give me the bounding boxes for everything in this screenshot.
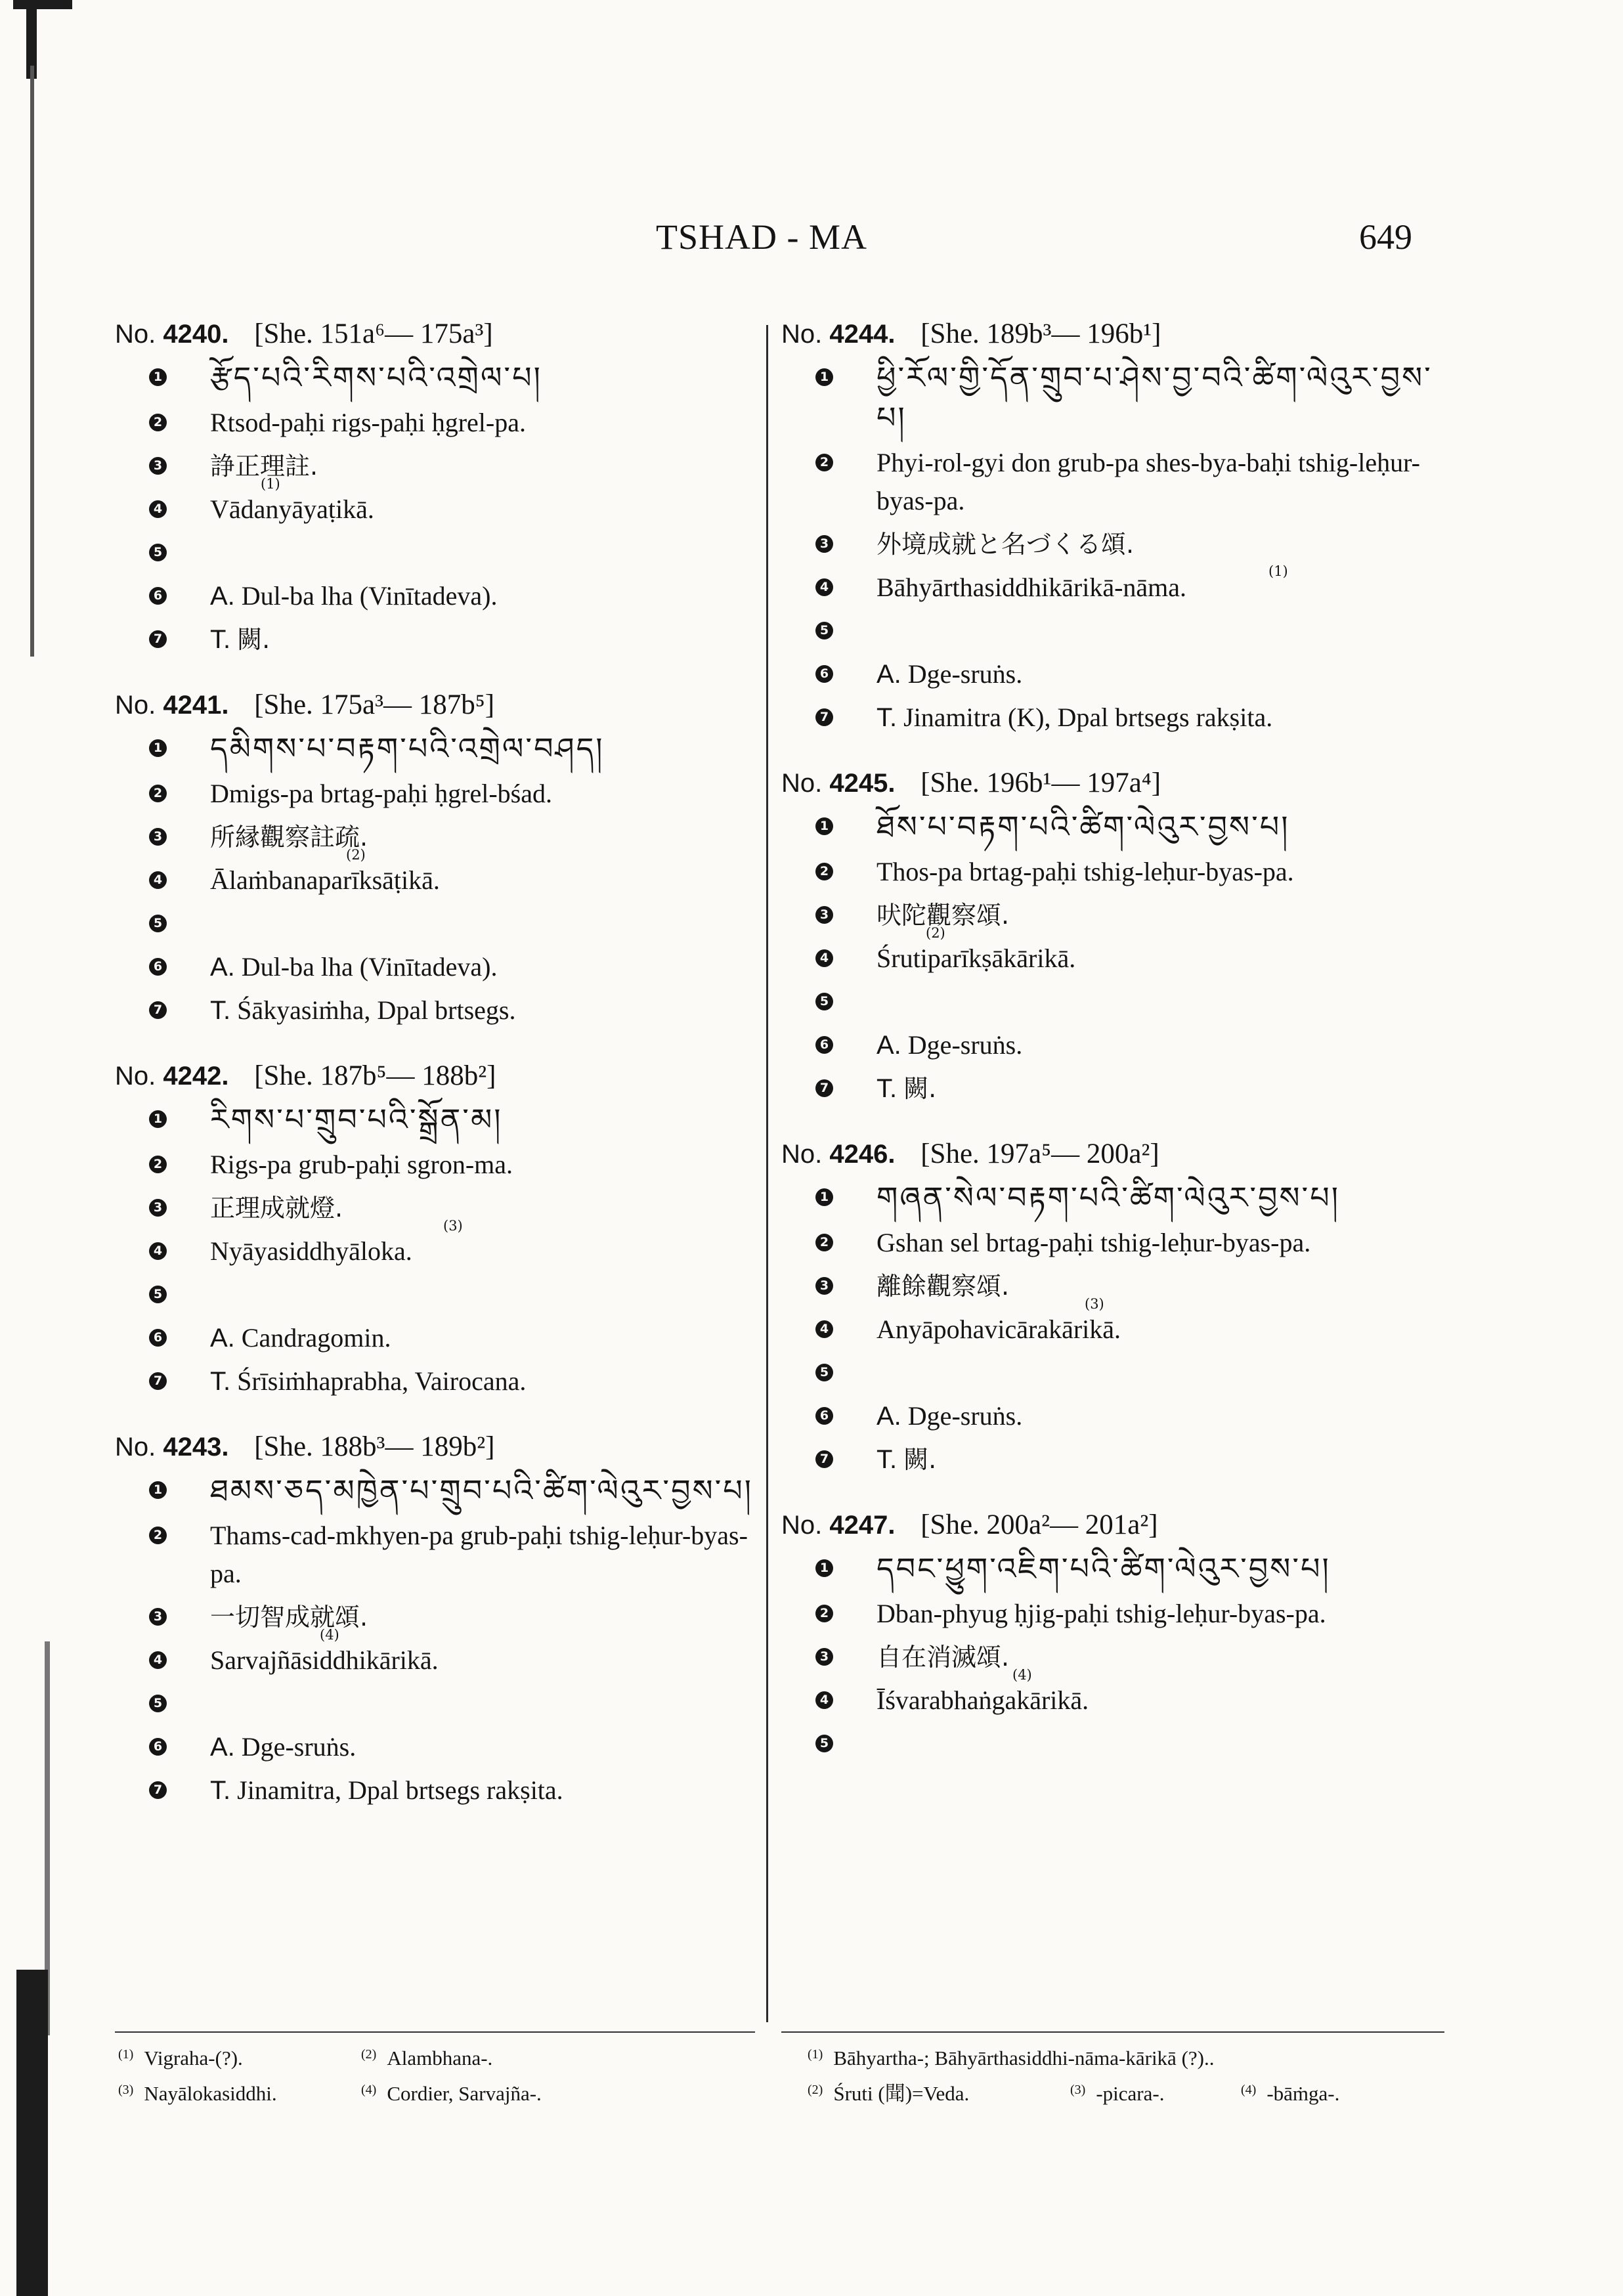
tibetan-title: 1 རིགས་པ་གྲུབ་པའི་སྒྲོན་མ།	[115, 1100, 755, 1140]
circled-six-icon: 6	[815, 1407, 833, 1425]
footnote-ref: (1)	[1268, 563, 1288, 579]
empty-field	[781, 612, 1444, 650]
footnotes-left	[118, 2039, 762, 2110]
circled-one-icon: 1	[815, 1188, 833, 1206]
circled-six-icon: 6	[815, 1036, 833, 1054]
circled-four-icon: 4	[149, 500, 167, 518]
footnote: $^{(1)}$ Vigraha-(?).	[118, 2047, 243, 2069]
translator-line: 7 T. 闕.	[781, 1070, 1444, 1108]
entry-heading	[115, 1057, 755, 1095]
entry-heading	[781, 315, 1444, 353]
empty-field	[115, 1276, 755, 1314]
circled-five-icon: 5	[815, 1364, 833, 1381]
entry-heading	[115, 1428, 755, 1466]
circled-two-icon: 2	[815, 454, 833, 471]
footnote-ref: (4)	[1012, 1667, 1032, 1683]
footnotes-right	[808, 2039, 1451, 2110]
footnote-rule-right	[781, 2031, 1444, 2033]
circled-two-icon: 2	[149, 1527, 167, 1544]
circled-six-icon: 6	[149, 587, 167, 605]
circled-three-icon: 3	[815, 906, 833, 924]
left-column	[115, 315, 755, 1837]
sanskrit-title: 4 Nyāyasiddhyāloka.	[115, 1232, 755, 1270]
author-line: 6 A. Dge-sruṅs.	[781, 1397, 1444, 1435]
footnote: $^{(2)}$ Alambhana-.	[361, 2047, 493, 2069]
circled-two-icon: 2	[149, 414, 167, 431]
circled-four-icon: 4	[149, 1651, 167, 1669]
entry-reference: [She. 188b³— 189b²]	[254, 1431, 495, 1462]
circled-five-icon: 5	[815, 622, 833, 639]
footnote-ref: (3)	[1085, 1296, 1104, 1312]
tibetan-title: 1 ཕྱི་རོལ་གྱི་དོན་གྲུབ་པ་ཤེས་བྱ་བའི་ཚིག་ལེའུར་བྱས་པ།	[781, 358, 1444, 439]
tibetan-title: 1 དམིགས་པ་བརྟག་པའི་འགྲེལ་བཤད།	[115, 729, 755, 769]
circled-one-icon: 1	[815, 368, 833, 386]
translator-line: 7 T. Jinamitra (K), Dpal brtsegs rakṣita.	[781, 699, 1444, 737]
entry-reference: [She. 189b³— 196b¹]	[920, 318, 1161, 349]
transliteration: 2 Thos-pa brtag-paḥi tshig-leḥur-byas-pa.	[781, 853, 1444, 891]
circled-four-icon: 4	[149, 871, 167, 889]
catalog-entry-4241	[115, 686, 755, 1029]
footnote: $^{(1)}$ Bāhyartha-; Bāhyārthasiddhi-nāma-kārikā (?)..	[808, 2047, 1215, 2069]
circled-seven-icon: 7	[149, 1781, 167, 1799]
circled-six-icon: 6	[815, 665, 833, 683]
column-divider	[766, 325, 768, 2022]
author-line: 6 A. Dul-ba lha (Vinītadeva).	[115, 577, 755, 615]
page-number: 649	[1359, 217, 1412, 257]
entry-number: No. 4244.	[781, 320, 896, 349]
tibetan-title: 1 གཞན་སེལ་བརྟག་པའི་ཚིག་ལེའུར་བྱས་པ།	[781, 1179, 1444, 1219]
footnote-ref: (2)	[346, 847, 366, 863]
circled-three-icon: 3	[815, 535, 833, 553]
transliteration: 2 Phyi-rol-gyi don grub-pa shes-bya-baḥi tshig-leḥur-byas-pa.	[781, 444, 1444, 520]
entry-heading	[781, 764, 1444, 802]
circled-two-icon: 2	[815, 1605, 833, 1622]
circled-one-icon: 1	[815, 817, 833, 835]
circled-two-icon: 2	[815, 1234, 833, 1251]
empty-field	[781, 1725, 1444, 1763]
translator-line: 7 T. 闕.	[781, 1440, 1444, 1479]
circled-one-icon: 1	[815, 1559, 833, 1577]
sanskrit-title: 4 Śrutiparīkṣākārikā.	[781, 940, 1444, 978]
entry-number: No. 4246.	[781, 1140, 896, 1169]
chinese-title: 3 諍正理註. (1)	[115, 447, 755, 485]
sanskrit-title: 4 Īśvarabhaṅgakārikā.	[781, 1681, 1444, 1720]
entry-reference: [She. 151a⁶— 175a³]	[254, 318, 493, 349]
entry-heading	[115, 686, 755, 724]
circled-six-icon: 6	[149, 1329, 167, 1347]
translator-line: 7 T. Śākyasiṁha, Dpal brtsegs.	[115, 991, 755, 1029]
translator-line: 7 T. Jinamitra, Dpal brtsegs rakṣita.	[115, 1771, 755, 1809]
catalog-entry-4244	[781, 315, 1444, 737]
entry-reference: [She. 200a²— 201a²]	[920, 1509, 1158, 1540]
circled-one-icon: 1	[149, 1110, 167, 1128]
catalog-entry-4247	[781, 1506, 1444, 1763]
empty-field	[781, 1354, 1444, 1392]
transliteration: 2 Thams-cad-mkhyen-pa grub-paḥi tshig-leḥur-byas-pa.	[115, 1517, 755, 1593]
circled-three-icon: 3	[149, 457, 167, 475]
entry-reference: [She. 187b⁵— 188b²]	[254, 1060, 496, 1091]
empty-field	[115, 1685, 755, 1723]
entry-reference: [She. 197a⁵— 200a²]	[920, 1138, 1159, 1169]
circled-one-icon: 1	[149, 1481, 167, 1499]
circled-five-icon: 5	[815, 1735, 833, 1752]
author-line: 6 A. Dge-sruṅs.	[781, 1026, 1444, 1064]
circled-four-icon: 4	[815, 1691, 833, 1709]
footnote-ref: (1)	[261, 476, 280, 492]
chinese-title: 3 一切智成就頌. (4)	[115, 1598, 755, 1636]
tibetan-title: 1 ཐམས་ཅད་མཁྱེན་པ་གྲུབ་པའི་ཚིག་ལེའུར་བྱས་པ།	[115, 1471, 755, 1511]
circled-three-icon: 3	[815, 1277, 833, 1295]
entry-reference: [She. 175a³— 187b⁵]	[254, 689, 495, 720]
circled-five-icon: 5	[149, 1695, 167, 1712]
circled-three-icon: 3	[149, 828, 167, 846]
entry-number: No. 4245.	[781, 769, 896, 798]
transliteration: 2 Dban-phyug ḥjig-paḥi tshig-leḥur-byas-pa.	[781, 1595, 1444, 1633]
chinese-title: 3 離餘觀察頌. (3)	[781, 1267, 1444, 1305]
circled-four-icon: 4	[815, 949, 833, 967]
tibetan-title: 1 རྩོད་པའི་རིགས་པའི་འགྲེལ་པ།	[115, 358, 755, 399]
circled-seven-icon: 7	[815, 1450, 833, 1468]
sanskrit-title: 4 Vādanyāyaṭikā.	[115, 490, 755, 529]
transliteration: 2 Rigs-pa grub-paḥi sgron-ma.	[115, 1146, 755, 1184]
footnote: $^{(2)}$ Śruti (聞)=Veda.	[808, 2082, 970, 2105]
catalog-entry-4245	[781, 764, 1444, 1108]
circled-three-icon: 3	[815, 1648, 833, 1666]
chinese-title: 3 所縁觀察註疏. (2)	[115, 818, 755, 856]
tibetan-title: 1 ཐོས་པ་བརྟག་པའི་ཚིག་ལེའུར་བྱས་པ།	[781, 808, 1444, 848]
chinese-title: 3 自在消滅頌. (4)	[781, 1638, 1444, 1676]
circled-seven-icon: 7	[149, 1372, 167, 1390]
transliteration: 2 Dmigs-pa brtag-paḥi ḥgrel-bśad.	[115, 775, 755, 813]
circled-five-icon: 5	[149, 544, 167, 561]
empty-field	[115, 534, 755, 572]
circled-one-icon: 1	[149, 368, 167, 386]
footnote: $^{(4)}$ -bāṁga-.	[1241, 2082, 1340, 2105]
circled-four-icon: 4	[149, 1242, 167, 1260]
circled-six-icon: 6	[149, 1738, 167, 1756]
chinese-title: 3 正理成就燈. (3)	[115, 1189, 755, 1227]
circled-four-icon: 4	[815, 1320, 833, 1338]
entry-number: No. 4247.	[781, 1511, 896, 1540]
translator-line: 7 T. Śrīsiṁhaprabha, Vairocana.	[115, 1362, 755, 1400]
empty-field	[115, 905, 755, 943]
page-header-title: TSHAD - MA	[655, 217, 867, 257]
catalog-entry-4242	[115, 1057, 755, 1400]
circled-seven-icon: 7	[815, 708, 833, 726]
footnote-ref: (4)	[320, 1627, 339, 1643]
translator-line: 7 T. 闕.	[115, 620, 755, 659]
catalog-entry-4243	[115, 1428, 755, 1809]
author-line: 6 A. Dul-ba lha (Vinītadeva).	[115, 948, 755, 986]
circled-one-icon: 1	[149, 739, 167, 757]
footnote-rule-left	[115, 2031, 755, 2033]
sanskrit-title: 4 Ālaṁbanaparīksāṭikā.	[115, 861, 755, 899]
entry-heading	[781, 1506, 1444, 1544]
circled-three-icon: 3	[149, 1199, 167, 1217]
entry-heading	[781, 1135, 1444, 1173]
circled-seven-icon: 7	[149, 1001, 167, 1019]
circled-two-icon: 2	[149, 785, 167, 802]
circled-three-icon: 3	[149, 1608, 167, 1626]
entry-number: No. 4242.	[115, 1062, 229, 1091]
circled-five-icon: 5	[149, 915, 167, 932]
circled-four-icon: 4	[815, 578, 833, 596]
circled-five-icon: 5	[815, 993, 833, 1010]
author-line: 6 A. Dge-sruṅs.	[781, 655, 1444, 693]
catalog-entry-4246	[781, 1135, 1444, 1479]
entry-number: No. 4241.	[115, 691, 229, 720]
transliteration: 2 Rtsod-paḥi rigs-paḥi ḥgrel-pa.	[115, 404, 755, 442]
sanskrit-title: 4 Bāhyārthasiddhikārikā-nāma. (1)	[781, 569, 1444, 607]
footnote: $^{(3)}$ -picara-.	[1070, 2082, 1165, 2105]
transliteration: 2 Gshan sel brtag-paḥi tshig-leḥur-byas-pa.	[781, 1224, 1444, 1262]
entry-reference: [She. 196b¹— 197a⁴]	[920, 768, 1161, 798]
right-column	[781, 315, 1444, 1790]
circled-seven-icon: 7	[815, 1079, 833, 1097]
footnote-ref: (3)	[443, 1218, 463, 1234]
circled-two-icon: 2	[815, 863, 833, 880]
entry-heading	[115, 315, 755, 353]
entry-number: No. 4243.	[115, 1433, 229, 1462]
circled-six-icon: 6	[149, 958, 167, 976]
author-line: 6 A. Dge-sruṅs.	[115, 1728, 755, 1766]
author-line: 6 A. Candragomin.	[115, 1319, 755, 1357]
footnote: $^{(4)}$ Cordier, Sarvajña-.	[361, 2082, 542, 2105]
sanskrit-title: 4 Sarvajñāsiddhikārikā.	[115, 1641, 755, 1679]
circled-two-icon: 2	[149, 1156, 167, 1173]
sanskrit-title: 4 Anyāpohavicārakārikā.	[781, 1310, 1444, 1349]
scan-binding-edge	[0, 0, 85, 2296]
chinese-title: 3 吠陀觀察頌. (2)	[781, 896, 1444, 934]
circled-five-icon: 5	[149, 1286, 167, 1303]
footnote: $^{(3)}$ Nayālokasiddhi.	[118, 2082, 277, 2105]
tibetan-title: 1 དབང་ཕྱུག་འཇིག་པའི་ཚིག་ལེའུར་བྱས་པ།	[781, 1549, 1444, 1590]
catalog-entry-4240	[115, 315, 755, 659]
footnote-ref: (2)	[926, 925, 945, 941]
chinese-title: 3 外境成就と名づくる頌.	[781, 525, 1444, 563]
circled-seven-icon: 7	[149, 630, 167, 648]
entry-number: No. 4240.	[115, 320, 229, 349]
empty-field	[781, 983, 1444, 1021]
